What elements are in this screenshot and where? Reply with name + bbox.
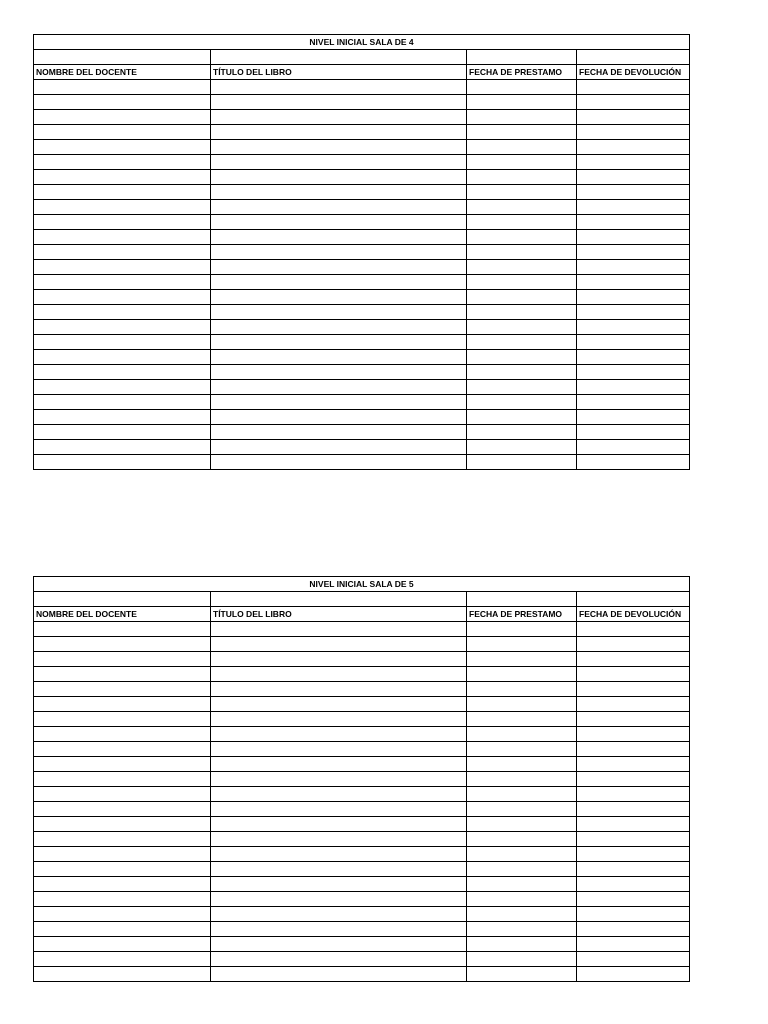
cell[interactable] (211, 967, 467, 982)
cell[interactable] (467, 877, 577, 892)
cell[interactable] (34, 305, 211, 320)
cell[interactable] (34, 712, 211, 727)
cell[interactable] (34, 320, 211, 335)
cell[interactable] (211, 712, 467, 727)
loan-table-sala-5 (33, 576, 690, 982)
header-row (34, 65, 690, 80)
cell[interactable] (467, 170, 577, 185)
column-header-docente: NOMBRE DEL DOCENTE (34, 65, 211, 80)
cell[interactable] (467, 757, 577, 772)
cell[interactable] (34, 425, 211, 440)
cell[interactable] (211, 622, 467, 637)
cell[interactable] (34, 125, 211, 140)
table-row (34, 80, 690, 95)
cell[interactable] (467, 50, 577, 65)
cell[interactable] (467, 697, 577, 712)
column-header-docente: NOMBRE DEL DOCENTE (34, 607, 211, 622)
cell[interactable] (34, 637, 211, 652)
cell[interactable] (211, 652, 467, 667)
table-row (34, 937, 690, 952)
table-row (34, 922, 690, 937)
header-row (34, 607, 690, 622)
column-header-titulo: TÍTULO DEL LIBRO (211, 607, 467, 622)
cell[interactable] (577, 877, 690, 892)
cell[interactable] (467, 847, 577, 862)
table-row (34, 727, 690, 742)
cell[interactable] (211, 455, 467, 470)
table-row (34, 742, 690, 757)
cell[interactable] (577, 907, 690, 922)
cell[interactable] (467, 350, 577, 365)
cell[interactable] (34, 817, 211, 832)
blank-row (34, 592, 690, 607)
cell[interactable] (34, 455, 211, 470)
cell[interactable] (577, 50, 690, 65)
table-row (34, 125, 690, 140)
cell[interactable] (577, 455, 690, 470)
table-row (34, 320, 690, 335)
cell[interactable] (34, 350, 211, 365)
cell[interactable] (577, 967, 690, 982)
cell[interactable] (34, 230, 211, 245)
cell[interactable] (467, 275, 577, 290)
cell[interactable] (467, 365, 577, 380)
cell[interactable] (467, 637, 577, 652)
cell[interactable] (34, 290, 211, 305)
cell[interactable] (467, 652, 577, 667)
cell[interactable] (211, 757, 467, 772)
cell[interactable] (577, 170, 690, 185)
table-row (34, 425, 690, 440)
cell[interactable] (467, 125, 577, 140)
cell[interactable] (467, 712, 577, 727)
table-row (34, 290, 690, 305)
cell[interactable] (34, 200, 211, 215)
cell[interactable] (467, 682, 577, 697)
cell[interactable] (467, 185, 577, 200)
cell[interactable] (211, 155, 467, 170)
cell[interactable] (577, 862, 690, 877)
cell[interactable] (34, 155, 211, 170)
cell[interactable] (211, 380, 467, 395)
cell[interactable] (34, 140, 211, 155)
cell[interactable] (577, 230, 690, 245)
cell[interactable] (211, 290, 467, 305)
table-row (34, 245, 690, 260)
cell[interactable] (211, 200, 467, 215)
table-title: NIVEL INICIAL SALA DE 5 (34, 577, 690, 592)
cell[interactable] (211, 350, 467, 365)
table-row (34, 350, 690, 365)
cell[interactable] (34, 952, 211, 967)
cell[interactable] (211, 365, 467, 380)
cell[interactable] (211, 125, 467, 140)
cell[interactable] (211, 937, 467, 952)
table-row (34, 260, 690, 275)
cell[interactable] (211, 862, 467, 877)
table-row (34, 682, 690, 697)
cell[interactable] (34, 80, 211, 95)
table-row (34, 155, 690, 170)
table-row (34, 275, 690, 290)
cell[interactable] (467, 952, 577, 967)
cell[interactable] (467, 742, 577, 757)
cell[interactable] (577, 380, 690, 395)
cell[interactable] (34, 275, 211, 290)
cell[interactable] (211, 637, 467, 652)
cell[interactable] (577, 712, 690, 727)
cell[interactable] (34, 772, 211, 787)
cell[interactable] (577, 802, 690, 817)
cell[interactable] (467, 80, 577, 95)
cell[interactable] (34, 682, 211, 697)
cell[interactable] (34, 652, 211, 667)
cell[interactable] (467, 667, 577, 682)
cell[interactable] (34, 440, 211, 455)
cell[interactable] (34, 592, 211, 607)
table-row (34, 772, 690, 787)
cell[interactable] (577, 275, 690, 290)
cell[interactable] (34, 802, 211, 817)
cell[interactable] (211, 410, 467, 425)
cell[interactable] (34, 380, 211, 395)
cell[interactable] (467, 727, 577, 742)
cell[interactable] (577, 892, 690, 907)
cell[interactable] (34, 727, 211, 742)
cell[interactable] (467, 290, 577, 305)
cell[interactable] (467, 832, 577, 847)
cell[interactable] (211, 742, 467, 757)
cell[interactable] (211, 260, 467, 275)
cell[interactable] (211, 320, 467, 335)
cell[interactable] (34, 245, 211, 260)
cell[interactable] (577, 652, 690, 667)
cell[interactable] (577, 697, 690, 712)
table-row (34, 667, 690, 682)
title-row (34, 35, 690, 50)
cell[interactable] (34, 410, 211, 425)
column-header-fecha-devolucion: FECHA DE DEVOLUCIÓN (577, 65, 690, 80)
cell[interactable] (34, 622, 211, 637)
cell[interactable] (467, 335, 577, 350)
table-row (34, 952, 690, 967)
cell[interactable] (467, 817, 577, 832)
cell[interactable] (211, 50, 467, 65)
cell[interactable] (467, 440, 577, 455)
cell[interactable] (577, 817, 690, 832)
cell[interactable] (577, 395, 690, 410)
cell[interactable] (211, 847, 467, 862)
cell[interactable] (577, 410, 690, 425)
cell[interactable] (34, 215, 211, 230)
cell[interactable] (34, 395, 211, 410)
cell[interactable] (467, 967, 577, 982)
cell[interactable] (34, 907, 211, 922)
cell[interactable] (577, 290, 690, 305)
column-header-fecha-prestamo: FECHA DE PRESTAMO (467, 65, 577, 80)
table-row (34, 170, 690, 185)
column-header-titulo: TÍTULO DEL LIBRO (211, 65, 467, 80)
cell[interactable] (211, 110, 467, 125)
cell[interactable] (467, 455, 577, 470)
cell[interactable] (34, 922, 211, 937)
cell[interactable] (34, 832, 211, 847)
cell[interactable] (211, 667, 467, 682)
blank-row (34, 50, 690, 65)
cell[interactable] (34, 50, 211, 65)
cell[interactable] (34, 787, 211, 802)
cell[interactable] (34, 742, 211, 757)
cell[interactable] (211, 592, 467, 607)
cell[interactable] (577, 937, 690, 952)
cell[interactable] (34, 862, 211, 877)
cell[interactable] (467, 922, 577, 937)
cell[interactable] (577, 727, 690, 742)
cell[interactable] (467, 410, 577, 425)
cell[interactable] (577, 622, 690, 637)
cell[interactable] (577, 245, 690, 260)
cell[interactable] (211, 817, 467, 832)
cell[interactable] (211, 787, 467, 802)
cell[interactable] (577, 320, 690, 335)
cell[interactable] (211, 772, 467, 787)
cell[interactable] (211, 952, 467, 967)
cell[interactable] (467, 937, 577, 952)
cell[interactable] (577, 260, 690, 275)
cell[interactable] (211, 907, 467, 922)
cell[interactable] (34, 95, 211, 110)
cell[interactable] (34, 185, 211, 200)
loan-table-sala-4 (33, 34, 690, 470)
table-row (34, 787, 690, 802)
cell[interactable] (467, 110, 577, 125)
table-row (34, 335, 690, 350)
table-row (34, 110, 690, 125)
table-body (34, 35, 690, 470)
cell[interactable] (577, 922, 690, 937)
cell[interactable] (577, 592, 690, 607)
table-row (34, 440, 690, 455)
cell[interactable] (467, 155, 577, 170)
cell[interactable] (577, 440, 690, 455)
table-row (34, 907, 690, 922)
cell[interactable] (467, 245, 577, 260)
cell[interactable] (467, 230, 577, 245)
cell[interactable] (467, 802, 577, 817)
cell[interactable] (577, 667, 690, 682)
cell[interactable] (211, 140, 467, 155)
cell[interactable] (34, 365, 211, 380)
cell[interactable] (467, 200, 577, 215)
cell[interactable] (467, 892, 577, 907)
cell[interactable] (467, 140, 577, 155)
cell[interactable] (34, 170, 211, 185)
cell[interactable] (577, 787, 690, 802)
cell[interactable] (467, 215, 577, 230)
cell[interactable] (467, 772, 577, 787)
cell[interactable] (577, 365, 690, 380)
cell[interactable] (577, 215, 690, 230)
cell[interactable] (577, 832, 690, 847)
cell[interactable] (211, 80, 467, 95)
cell[interactable] (211, 170, 467, 185)
table-row (34, 817, 690, 832)
table-row (34, 712, 690, 727)
table-row (34, 305, 690, 320)
cell[interactable] (467, 395, 577, 410)
table-row (34, 455, 690, 470)
cell[interactable] (577, 952, 690, 967)
cell[interactable] (577, 637, 690, 652)
cell[interactable] (577, 335, 690, 350)
cell[interactable] (577, 125, 690, 140)
cell[interactable] (577, 757, 690, 772)
table-row (34, 802, 690, 817)
table-row (34, 832, 690, 847)
cell[interactable] (211, 95, 467, 110)
cell[interactable] (467, 622, 577, 637)
title-row (34, 577, 690, 592)
cell[interactable] (34, 847, 211, 862)
cell[interactable] (211, 305, 467, 320)
cell[interactable] (211, 335, 467, 350)
cell[interactable] (211, 440, 467, 455)
cell[interactable] (467, 95, 577, 110)
cell[interactable] (577, 95, 690, 110)
cell[interactable] (467, 320, 577, 335)
column-header-fecha-prestamo: FECHA DE PRESTAMO (467, 607, 577, 622)
cell[interactable] (34, 667, 211, 682)
cell[interactable] (467, 260, 577, 275)
table-row (34, 410, 690, 425)
cell[interactable] (467, 907, 577, 922)
table-row (34, 637, 690, 652)
cell[interactable] (577, 155, 690, 170)
table-row (34, 862, 690, 877)
table-row (34, 365, 690, 380)
table-row (34, 892, 690, 907)
cell[interactable] (34, 757, 211, 772)
cell[interactable] (34, 967, 211, 982)
cell[interactable] (211, 230, 467, 245)
cell[interactable] (467, 592, 577, 607)
table-row (34, 200, 690, 215)
cell[interactable] (467, 425, 577, 440)
table-row (34, 95, 690, 110)
cell[interactable] (467, 787, 577, 802)
cell[interactable] (211, 727, 467, 742)
table-row (34, 185, 690, 200)
cell[interactable] (211, 922, 467, 937)
cell[interactable] (211, 215, 467, 230)
cell[interactable] (211, 892, 467, 907)
column-header-fecha-devolucion: FECHA DE DEVOLUCIÓN (577, 607, 690, 622)
cell[interactable] (34, 937, 211, 952)
cell[interactable] (211, 832, 467, 847)
cell[interactable] (577, 110, 690, 125)
table-row (34, 697, 690, 712)
cell[interactable] (577, 305, 690, 320)
cell[interactable] (34, 697, 211, 712)
table-row (34, 380, 690, 395)
cell[interactable] (34, 260, 211, 275)
table-row (34, 847, 690, 862)
cell[interactable] (211, 245, 467, 260)
cell[interactable] (577, 742, 690, 757)
cell[interactable] (34, 110, 211, 125)
cell[interactable] (577, 350, 690, 365)
table-body (34, 577, 690, 982)
cell[interactable] (211, 877, 467, 892)
cell[interactable] (211, 802, 467, 817)
cell[interactable] (577, 772, 690, 787)
cell[interactable] (34, 892, 211, 907)
cell[interactable] (211, 395, 467, 410)
cell[interactable] (211, 185, 467, 200)
table-row (34, 622, 690, 637)
cell[interactable] (34, 335, 211, 350)
table-row (34, 652, 690, 667)
table-row (34, 877, 690, 892)
cell[interactable] (211, 425, 467, 440)
table-row (34, 757, 690, 772)
table-row (34, 140, 690, 155)
cell[interactable] (467, 305, 577, 320)
cell[interactable] (211, 275, 467, 290)
cell[interactable] (577, 80, 690, 95)
cell[interactable] (577, 425, 690, 440)
cell[interactable] (467, 862, 577, 877)
cell[interactable] (211, 682, 467, 697)
table-row (34, 215, 690, 230)
table-title: NIVEL INICIAL SALA DE 4 (34, 35, 690, 50)
cell[interactable] (577, 185, 690, 200)
table-row (34, 967, 690, 982)
cell[interactable] (34, 877, 211, 892)
cell[interactable] (211, 697, 467, 712)
cell[interactable] (577, 140, 690, 155)
table-row (34, 230, 690, 245)
cell[interactable] (577, 682, 690, 697)
table-row (34, 395, 690, 410)
cell[interactable] (577, 847, 690, 862)
cell[interactable] (577, 200, 690, 215)
cell[interactable] (467, 380, 577, 395)
